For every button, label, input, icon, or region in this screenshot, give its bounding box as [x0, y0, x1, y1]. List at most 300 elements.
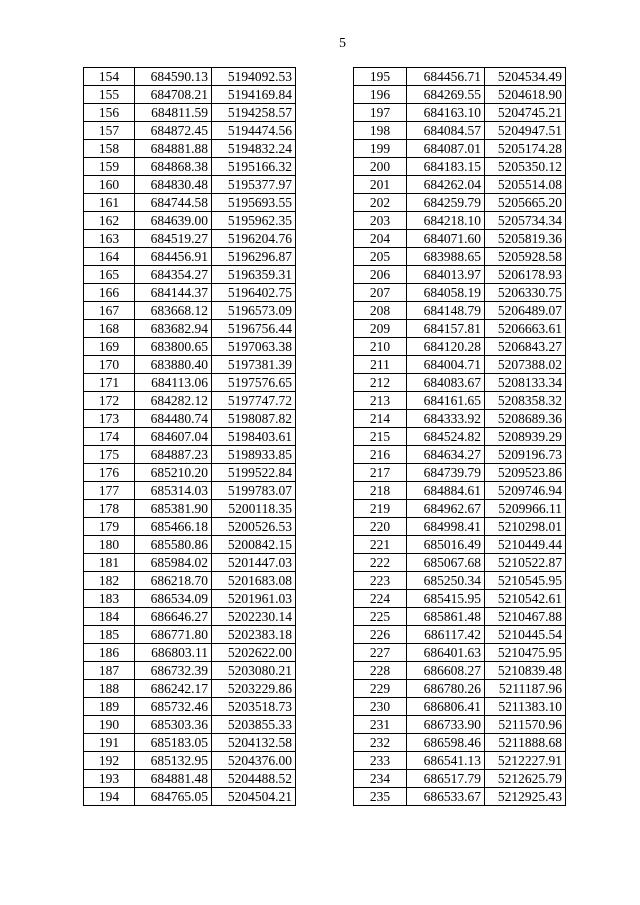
point-number-cell: 200 — [354, 158, 407, 176]
x-coordinate-cell: 684269.55 — [407, 86, 485, 104]
x-coordinate-cell: 684083.67 — [407, 374, 485, 392]
x-coordinate-cell: 684708.21 — [135, 86, 212, 104]
table-row — [84, 590, 296, 608]
point-number-cell: 234 — [354, 770, 407, 788]
y-coordinate-cell: 5196204.76 — [212, 230, 296, 248]
point-number-cell: 197 — [354, 104, 407, 122]
y-coordinate-cell: 5200526.53 — [212, 518, 296, 536]
point-number-cell: 157 — [84, 122, 135, 140]
y-coordinate-cell: 5211383.10 — [485, 698, 566, 716]
y-coordinate-cell: 5196402.75 — [212, 284, 296, 302]
table-row — [84, 302, 296, 320]
x-coordinate-cell: 685381.90 — [135, 500, 212, 518]
y-coordinate-cell: 5209523.86 — [485, 464, 566, 482]
point-number-cell: 199 — [354, 140, 407, 158]
table-row — [84, 266, 296, 284]
x-coordinate-cell: 684218.10 — [407, 212, 485, 230]
point-number-cell: 209 — [354, 320, 407, 338]
point-number-cell: 164 — [84, 248, 135, 266]
y-coordinate-cell: 5205350.12 — [485, 158, 566, 176]
y-coordinate-cell: 5210298.01 — [485, 518, 566, 536]
table-row — [84, 428, 296, 446]
table-row — [354, 302, 566, 320]
y-coordinate-cell: 5204376.00 — [212, 752, 296, 770]
x-coordinate-cell: 685984.02 — [135, 554, 212, 572]
point-number-cell: 228 — [354, 662, 407, 680]
table-row — [354, 140, 566, 158]
table-row — [84, 572, 296, 590]
y-coordinate-cell: 5208689.36 — [485, 410, 566, 428]
x-coordinate-cell: 685861.48 — [407, 608, 485, 626]
y-coordinate-cell: 5206663.61 — [485, 320, 566, 338]
table-row — [354, 662, 566, 680]
point-number-cell: 207 — [354, 284, 407, 302]
x-coordinate-cell: 684744.58 — [135, 194, 212, 212]
y-coordinate-cell: 5210467.88 — [485, 608, 566, 626]
x-coordinate-cell: 684144.37 — [135, 284, 212, 302]
point-number-cell: 174 — [84, 428, 135, 446]
y-coordinate-cell: 5209196.73 — [485, 446, 566, 464]
y-coordinate-cell: 5209746.94 — [485, 482, 566, 500]
y-coordinate-cell: 5205928.58 — [485, 248, 566, 266]
y-coordinate-cell: 5204132.58 — [212, 734, 296, 752]
table-row — [84, 500, 296, 518]
table-row — [84, 374, 296, 392]
point-number-cell: 208 — [354, 302, 407, 320]
x-coordinate-cell: 686608.27 — [407, 662, 485, 680]
x-coordinate-cell: 685250.34 — [407, 572, 485, 590]
point-number-cell: 162 — [84, 212, 135, 230]
y-coordinate-cell: 5207388.02 — [485, 356, 566, 374]
table-row — [354, 212, 566, 230]
point-number-cell: 231 — [354, 716, 407, 734]
x-coordinate-cell: 684161.65 — [407, 392, 485, 410]
table-row — [354, 104, 566, 122]
table-row — [354, 158, 566, 176]
table-row — [354, 68, 566, 86]
table-row — [354, 500, 566, 518]
x-coordinate-cell: 684811.59 — [135, 104, 212, 122]
table-row — [84, 662, 296, 680]
y-coordinate-cell: 5196756.44 — [212, 320, 296, 338]
x-coordinate-cell: 684087.01 — [407, 140, 485, 158]
x-coordinate-cell: 685580.86 — [135, 536, 212, 554]
point-number-cell: 202 — [354, 194, 407, 212]
y-coordinate-cell: 5198403.61 — [212, 428, 296, 446]
x-coordinate-cell: 686218.70 — [135, 572, 212, 590]
y-coordinate-cell: 5194474.56 — [212, 122, 296, 140]
y-coordinate-cell: 5205819.36 — [485, 230, 566, 248]
x-coordinate-cell: 684071.60 — [407, 230, 485, 248]
y-coordinate-cell: 5206178.93 — [485, 266, 566, 284]
point-number-cell: 184 — [84, 608, 135, 626]
table-row — [84, 248, 296, 266]
table-row — [354, 392, 566, 410]
point-number-cell: 169 — [84, 338, 135, 356]
x-coordinate-cell: 685210.20 — [135, 464, 212, 482]
x-coordinate-cell: 684262.04 — [407, 176, 485, 194]
x-coordinate-cell: 684998.41 — [407, 518, 485, 536]
y-coordinate-cell: 5205174.28 — [485, 140, 566, 158]
y-coordinate-cell: 5196296.87 — [212, 248, 296, 266]
point-number-cell: 226 — [354, 626, 407, 644]
y-coordinate-cell: 5200842.15 — [212, 536, 296, 554]
y-coordinate-cell: 5194258.57 — [212, 104, 296, 122]
y-coordinate-cell: 5194832.24 — [212, 140, 296, 158]
point-number-cell: 166 — [84, 284, 135, 302]
point-number-cell: 172 — [84, 392, 135, 410]
y-coordinate-cell: 5194092.53 — [212, 68, 296, 86]
point-number-cell: 224 — [354, 590, 407, 608]
table-row — [354, 284, 566, 302]
y-coordinate-cell: 5206489.07 — [485, 302, 566, 320]
x-coordinate-cell: 686598.46 — [407, 734, 485, 752]
point-number-cell: 167 — [84, 302, 135, 320]
y-coordinate-cell: 5196359.31 — [212, 266, 296, 284]
table-row — [354, 788, 566, 806]
x-coordinate-cell: 685732.46 — [135, 698, 212, 716]
x-coordinate-cell: 686401.63 — [407, 644, 485, 662]
x-coordinate-cell: 686780.26 — [407, 680, 485, 698]
table-row — [84, 284, 296, 302]
x-coordinate-cell: 683988.65 — [407, 248, 485, 266]
x-coordinate-cell: 684884.61 — [407, 482, 485, 500]
y-coordinate-cell: 5197063.38 — [212, 338, 296, 356]
x-coordinate-cell: 686117.42 — [407, 626, 485, 644]
table-row — [84, 446, 296, 464]
x-coordinate-cell: 686732.39 — [135, 662, 212, 680]
table-row — [354, 428, 566, 446]
table-row — [84, 68, 296, 86]
x-coordinate-cell: 685183.05 — [135, 734, 212, 752]
table-row — [84, 194, 296, 212]
table-row — [84, 698, 296, 716]
page-number: 5 — [339, 36, 346, 51]
table-row — [354, 122, 566, 140]
x-coordinate-cell: 686517.79 — [407, 770, 485, 788]
point-number-cell: 216 — [354, 446, 407, 464]
y-coordinate-cell: 5203080.21 — [212, 662, 296, 680]
table-row — [354, 770, 566, 788]
table-row — [84, 752, 296, 770]
point-number-cell: 194 — [84, 788, 135, 806]
x-coordinate-cell: 684058.19 — [407, 284, 485, 302]
x-coordinate-cell: 684456.91 — [135, 248, 212, 266]
table-row — [84, 122, 296, 140]
point-number-cell: 233 — [354, 752, 407, 770]
point-number-cell: 160 — [84, 176, 135, 194]
y-coordinate-cell: 5205665.20 — [485, 194, 566, 212]
table-row — [354, 626, 566, 644]
x-coordinate-cell: 684639.00 — [135, 212, 212, 230]
y-coordinate-cell: 5206330.75 — [485, 284, 566, 302]
x-coordinate-cell: 684872.45 — [135, 122, 212, 140]
point-number-cell: 158 — [84, 140, 135, 158]
point-number-cell: 218 — [354, 482, 407, 500]
table-row — [84, 410, 296, 428]
point-number-cell: 203 — [354, 212, 407, 230]
table-row — [354, 248, 566, 266]
x-coordinate-cell: 685415.95 — [407, 590, 485, 608]
table-row — [84, 392, 296, 410]
x-coordinate-cell: 686803.11 — [135, 644, 212, 662]
point-number-cell: 159 — [84, 158, 135, 176]
y-coordinate-cell: 5197747.72 — [212, 392, 296, 410]
table-row — [354, 680, 566, 698]
y-coordinate-cell: 5208939.29 — [485, 428, 566, 446]
y-coordinate-cell: 5204618.90 — [485, 86, 566, 104]
table-row — [84, 356, 296, 374]
point-number-cell: 173 — [84, 410, 135, 428]
table-row — [354, 608, 566, 626]
x-coordinate-cell: 684456.71 — [407, 68, 485, 86]
x-coordinate-cell: 684590.13 — [135, 68, 212, 86]
y-coordinate-cell: 5210475.95 — [485, 644, 566, 662]
table-row — [84, 680, 296, 698]
point-number-cell: 235 — [354, 788, 407, 806]
point-number-cell: 223 — [354, 572, 407, 590]
table-row — [354, 536, 566, 554]
y-coordinate-cell: 5209966.11 — [485, 500, 566, 518]
table-row — [354, 554, 566, 572]
x-coordinate-cell: 684282.12 — [135, 392, 212, 410]
point-number-cell: 192 — [84, 752, 135, 770]
table-row — [84, 608, 296, 626]
y-coordinate-cell: 5210445.54 — [485, 626, 566, 644]
table-row — [354, 194, 566, 212]
x-coordinate-cell: 685303.36 — [135, 716, 212, 734]
table-row — [354, 86, 566, 104]
x-coordinate-cell: 686541.13 — [407, 752, 485, 770]
y-coordinate-cell: 5205514.08 — [485, 176, 566, 194]
x-coordinate-cell: 684259.79 — [407, 194, 485, 212]
table-row — [84, 770, 296, 788]
table-row — [354, 698, 566, 716]
x-coordinate-cell: 685067.68 — [407, 554, 485, 572]
y-coordinate-cell: 5198087.82 — [212, 410, 296, 428]
x-coordinate-cell: 683880.40 — [135, 356, 212, 374]
x-coordinate-cell: 683682.94 — [135, 320, 212, 338]
point-number-cell: 155 — [84, 86, 135, 104]
table-row — [354, 752, 566, 770]
point-number-cell: 213 — [354, 392, 407, 410]
point-number-cell: 181 — [84, 554, 135, 572]
point-number-cell: 206 — [354, 266, 407, 284]
table-row — [354, 734, 566, 752]
y-coordinate-cell: 5211187.96 — [485, 680, 566, 698]
y-coordinate-cell: 5203518.73 — [212, 698, 296, 716]
table-row — [84, 338, 296, 356]
table-row — [84, 158, 296, 176]
y-coordinate-cell: 5197576.65 — [212, 374, 296, 392]
point-number-cell: 182 — [84, 572, 135, 590]
table-row — [354, 590, 566, 608]
point-number-cell: 229 — [354, 680, 407, 698]
y-coordinate-cell: 5204488.52 — [212, 770, 296, 788]
y-coordinate-cell: 5201683.08 — [212, 572, 296, 590]
point-number-cell: 165 — [84, 266, 135, 284]
x-coordinate-cell: 684881.88 — [135, 140, 212, 158]
table-row — [84, 518, 296, 536]
table-row — [84, 464, 296, 482]
x-coordinate-cell: 686646.27 — [135, 608, 212, 626]
x-coordinate-cell: 684607.04 — [135, 428, 212, 446]
table-row — [354, 230, 566, 248]
point-number-cell: 230 — [354, 698, 407, 716]
y-coordinate-cell: 5200118.35 — [212, 500, 296, 518]
x-coordinate-cell: 684739.79 — [407, 464, 485, 482]
x-coordinate-cell: 684868.38 — [135, 158, 212, 176]
y-coordinate-cell: 5211888.68 — [485, 734, 566, 752]
x-coordinate-cell: 686771.80 — [135, 626, 212, 644]
point-number-cell: 221 — [354, 536, 407, 554]
point-number-cell: 222 — [354, 554, 407, 572]
y-coordinate-cell: 5208133.34 — [485, 374, 566, 392]
table-row — [354, 338, 566, 356]
x-coordinate-cell: 685132.95 — [135, 752, 212, 770]
point-number-cell: 154 — [84, 68, 135, 86]
y-coordinate-cell: 5204504.21 — [212, 788, 296, 806]
x-coordinate-cell: 686534.09 — [135, 590, 212, 608]
x-coordinate-cell: 684148.79 — [407, 302, 485, 320]
point-number-cell: 175 — [84, 446, 135, 464]
table-row — [84, 212, 296, 230]
x-coordinate-cell: 684887.23 — [135, 446, 212, 464]
point-number-cell: 168 — [84, 320, 135, 338]
x-coordinate-cell: 686533.67 — [407, 788, 485, 806]
point-number-cell: 156 — [84, 104, 135, 122]
table-row — [84, 320, 296, 338]
x-coordinate-cell: 684004.71 — [407, 356, 485, 374]
table-row — [84, 536, 296, 554]
table-row — [354, 446, 566, 464]
table-row — [84, 644, 296, 662]
y-coordinate-cell: 5206843.27 — [485, 338, 566, 356]
x-coordinate-cell: 684013.97 — [407, 266, 485, 284]
y-coordinate-cell: 5196573.09 — [212, 302, 296, 320]
point-number-cell: 201 — [354, 176, 407, 194]
point-number-cell: 189 — [84, 698, 135, 716]
x-coordinate-cell: 684519.27 — [135, 230, 212, 248]
point-number-cell: 188 — [84, 680, 135, 698]
table-row — [84, 104, 296, 122]
y-coordinate-cell: 5212925.43 — [485, 788, 566, 806]
x-coordinate-cell: 684120.28 — [407, 338, 485, 356]
point-number-cell: 219 — [354, 500, 407, 518]
point-number-cell: 163 — [84, 230, 135, 248]
point-number-cell: 196 — [354, 86, 407, 104]
x-coordinate-cell: 684354.27 — [135, 266, 212, 284]
table-row — [84, 734, 296, 752]
point-number-cell: 161 — [84, 194, 135, 212]
x-coordinate-cell: 686806.41 — [407, 698, 485, 716]
point-number-cell: 185 — [84, 626, 135, 644]
y-coordinate-cell: 5202622.00 — [212, 644, 296, 662]
x-coordinate-cell: 684634.27 — [407, 446, 485, 464]
table-row — [84, 716, 296, 734]
point-number-cell: 204 — [354, 230, 407, 248]
x-coordinate-cell: 684881.48 — [135, 770, 212, 788]
x-coordinate-cell: 684157.81 — [407, 320, 485, 338]
y-coordinate-cell: 5199783.07 — [212, 482, 296, 500]
point-number-cell: 183 — [84, 590, 135, 608]
point-number-cell: 210 — [354, 338, 407, 356]
table-row — [84, 86, 296, 104]
x-coordinate-cell: 684113.06 — [135, 374, 212, 392]
point-number-cell: 215 — [354, 428, 407, 446]
table-row — [354, 410, 566, 428]
point-number-cell: 225 — [354, 608, 407, 626]
x-coordinate-cell: 684830.48 — [135, 176, 212, 194]
point-number-cell: 227 — [354, 644, 407, 662]
table-row — [84, 482, 296, 500]
table-row — [354, 374, 566, 392]
x-coordinate-cell: 683668.12 — [135, 302, 212, 320]
point-number-cell: 177 — [84, 482, 135, 500]
point-number-cell: 186 — [84, 644, 135, 662]
point-number-cell: 232 — [354, 734, 407, 752]
y-coordinate-cell: 5204534.49 — [485, 68, 566, 86]
y-coordinate-cell: 5194169.84 — [212, 86, 296, 104]
y-coordinate-cell: 5195693.55 — [212, 194, 296, 212]
table-row — [84, 554, 296, 572]
point-number-cell: 212 — [354, 374, 407, 392]
table-row — [354, 464, 566, 482]
x-coordinate-cell: 685016.49 — [407, 536, 485, 554]
x-coordinate-cell: 683800.65 — [135, 338, 212, 356]
table-row — [354, 518, 566, 536]
y-coordinate-cell: 5204745.21 — [485, 104, 566, 122]
x-coordinate-cell: 685466.18 — [135, 518, 212, 536]
table-row — [354, 266, 566, 284]
point-number-cell: 217 — [354, 464, 407, 482]
y-coordinate-cell: 5210545.95 — [485, 572, 566, 590]
table-row — [354, 716, 566, 734]
table-row — [354, 644, 566, 662]
x-coordinate-cell: 684962.67 — [407, 500, 485, 518]
y-coordinate-cell: 5198933.85 — [212, 446, 296, 464]
coordinates-table-left — [83, 67, 296, 806]
point-number-cell: 214 — [354, 410, 407, 428]
x-coordinate-cell: 684084.57 — [407, 122, 485, 140]
x-coordinate-cell: 684333.92 — [407, 410, 485, 428]
y-coordinate-cell: 5195377.97 — [212, 176, 296, 194]
table-row — [354, 320, 566, 338]
table-row — [354, 356, 566, 374]
coordinates-table-right — [353, 67, 566, 806]
x-coordinate-cell: 684480.74 — [135, 410, 212, 428]
point-number-cell: 191 — [84, 734, 135, 752]
y-coordinate-cell: 5210522.87 — [485, 554, 566, 572]
x-coordinate-cell: 686733.90 — [407, 716, 485, 734]
y-coordinate-cell: 5201447.03 — [212, 554, 296, 572]
x-coordinate-cell: 684765.05 — [135, 788, 212, 806]
x-coordinate-cell: 684163.10 — [407, 104, 485, 122]
y-coordinate-cell: 5202383.18 — [212, 626, 296, 644]
x-coordinate-cell: 685314.03 — [135, 482, 212, 500]
y-coordinate-cell: 5205734.34 — [485, 212, 566, 230]
point-number-cell: 198 — [354, 122, 407, 140]
y-coordinate-cell: 5208358.32 — [485, 392, 566, 410]
point-number-cell: 220 — [354, 518, 407, 536]
y-coordinate-cell: 5212625.79 — [485, 770, 566, 788]
point-number-cell: 176 — [84, 464, 135, 482]
y-coordinate-cell: 5210839.48 — [485, 662, 566, 680]
y-coordinate-cell: 5201961.03 — [212, 590, 296, 608]
y-coordinate-cell: 5204947.51 — [485, 122, 566, 140]
table-row — [84, 788, 296, 806]
table-row — [84, 140, 296, 158]
